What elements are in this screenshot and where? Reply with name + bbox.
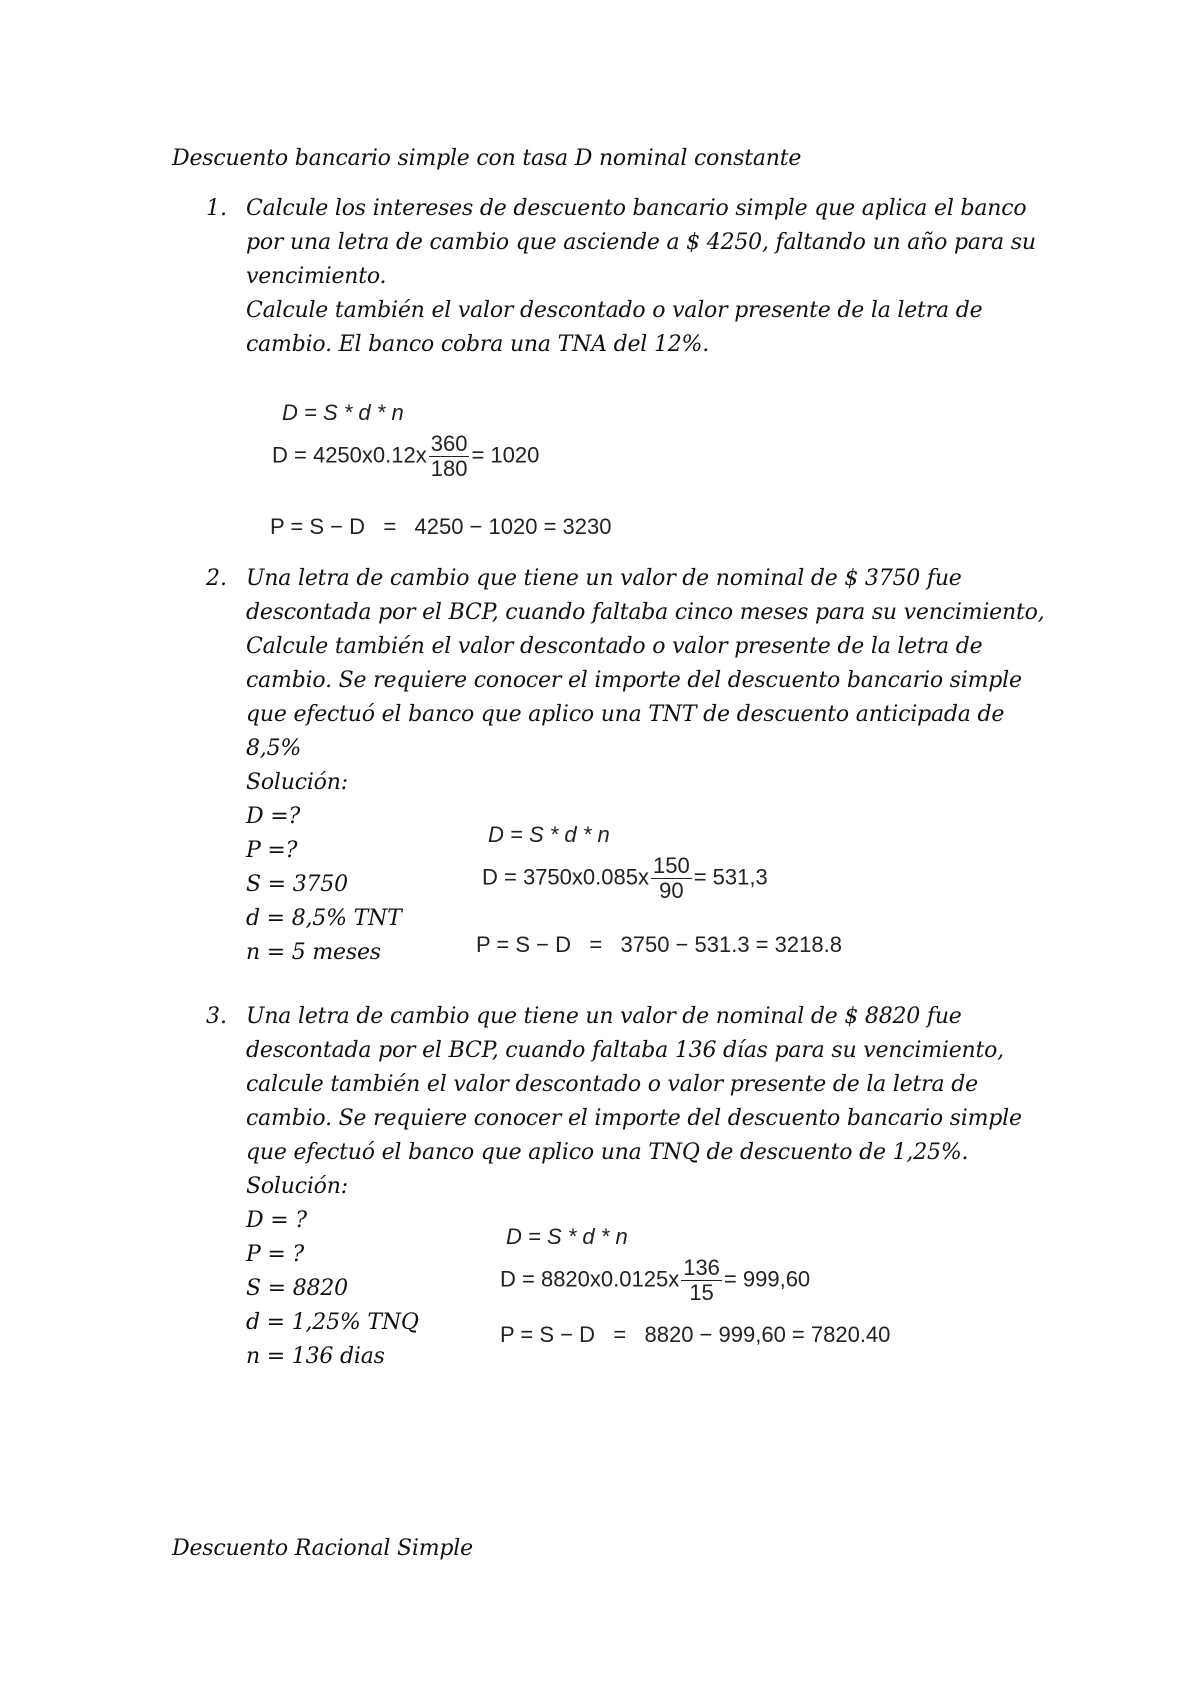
problem-text-line: cambio. Se requiere conocer el importe del descuento bancario simple: [246, 668, 1022, 693]
section-heading: Descuento bancario simple con tasa D nominal constante: [172, 146, 802, 171]
formula-discount-definition: D = S * d * n: [488, 822, 610, 847]
formula-discount-definition: D = S * d * n: [506, 1224, 628, 1249]
problem-number: 3.: [206, 1004, 227, 1029]
problem-text-line: que efectuó el banco que aplico una TNT de descuento anticipada de: [246, 702, 1005, 727]
given-value: n = 136 dias: [246, 1344, 385, 1369]
problem-text-line: calcule también el valor descontado o valor presente de la letra de: [246, 1072, 978, 1097]
problem-text-line: vencimiento.: [246, 264, 387, 289]
formula-present-value: P = S − D = 3750 − 531.3 = 3218.8: [476, 932, 842, 957]
given-value: D =?: [246, 804, 301, 829]
problem-text-line: por una letra de cambio que asciende a $ 4250, faltando un año para su: [246, 230, 1036, 255]
fraction: $\frac{150}{90}$: [652, 853, 690, 903]
problem-number: 1.: [206, 196, 227, 221]
given-value: P = ?: [246, 1242, 305, 1267]
formula-discount-definition: D = S * d * n: [282, 400, 404, 425]
fraction: $\frac{136}{15}$: [683, 1255, 720, 1305]
given-value: d = 1,25% TNQ: [246, 1310, 419, 1335]
solution-label: Solución:: [246, 1174, 348, 1199]
problem-text-line: Calcule también el valor descontado o valor presente de la letra de: [246, 298, 983, 323]
given-value: D = ?: [246, 1208, 307, 1233]
formula-present-value: P = S − D = 8820 − 999,60 = 7820.40: [500, 1322, 891, 1347]
problem-text-line: Calcule los intereses de descuento bancario simple que aplica el banco: [246, 196, 1027, 221]
solution-label: Solución:: [246, 770, 348, 795]
given-value: n = 5 meses: [246, 940, 381, 965]
formula-present-value: P = S − D = 4250 − 1020 = 3230: [270, 514, 612, 539]
problem-text-line: descontada por el BCP, cuando faltaba 136 días para su vencimiento,: [246, 1038, 1004, 1063]
problem-text-line: cambio. El banco cobra una TNA del 12%.: [246, 332, 710, 357]
problem-text-line: descontada por el BCP, cuando faltaba cinco meses para su vencimiento,: [246, 600, 1045, 625]
problem-text-line: Calcule también el valor descontado o valor presente de la letra de: [246, 634, 983, 659]
given-value: S = 8820: [246, 1276, 348, 1301]
problem-text-line: Una letra de cambio que tiene un valor de nominal de $ 8820 fue: [246, 1004, 962, 1029]
given-value: P =?: [246, 838, 298, 863]
given-value: S = 3750: [246, 872, 348, 897]
problem-text-line: Una letra de cambio que tiene un valor de nominal de $ 3750 fue: [246, 566, 962, 591]
formula-discount-calculation: D = 4250x0.12x $\frac{360}{180}$ = 1020: [272, 431, 540, 481]
section-heading: Descuento Racional Simple: [172, 1536, 473, 1561]
problem-text-line: que efectuó el banco que aplico una TNQ de descuento de 1,25%.: [246, 1140, 969, 1165]
problem-text-line: cambio. Se requiere conocer el importe del descuento bancario simple: [246, 1106, 1022, 1131]
formula-discount-calculation: D = 8820x0.0125x $\frac{136}{15}$ = 999,60: [500, 1255, 811, 1305]
given-value: d = 8,5% TNT: [246, 906, 402, 931]
problem-number: 2.: [206, 566, 227, 591]
problem-text-line: 8,5%: [246, 736, 302, 761]
formula-discount-calculation: D = 3750x0.085x $\frac{150}{90}$ = 531,3: [482, 853, 768, 903]
fraction: $\frac{360}{180}$: [430, 431, 468, 481]
